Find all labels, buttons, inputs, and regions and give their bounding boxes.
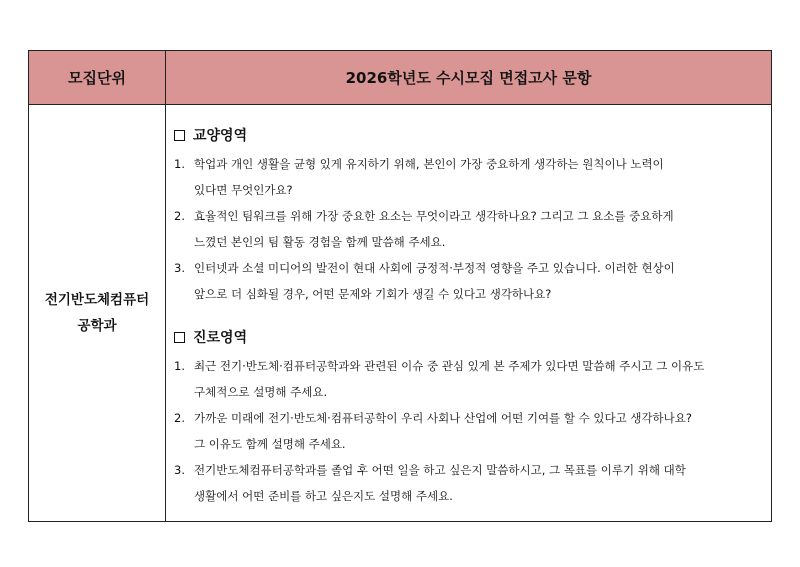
table-row [29, 105, 772, 522]
question-text: 학업과 개인 생활을 균형 있게 유지하기 위해, 본인이 가장 중요하게 생각하는 원칙이나 노력이 [194, 157, 664, 171]
question-item [174, 203, 763, 255]
question-number: 2. [174, 411, 185, 425]
unit-column-header: 모집단위 [29, 51, 166, 105]
question-item [174, 457, 763, 509]
unit-name-line: 전기반도체컴퓨터 [44, 292, 150, 308]
question-text: 앞으로 더 심화될 경우, 어떤 문제와 기회가 생길 수 있다고 생각하나요? [194, 287, 552, 301]
questions-column-header: 2026학년도 수시모집 면접고사 문항 [166, 51, 772, 105]
question-text: 구체적으로 설명해 주세요. [194, 385, 328, 399]
question-text: 전기반도체컴퓨터공학과를 졸업 후 어떤 일을 하고 싶은지 말씀하시고, 그 목표를 이루기 위해 대학 [194, 463, 686, 477]
unit-name-line: 공학과 [77, 318, 117, 334]
question-list [174, 151, 763, 307]
section-career [174, 325, 763, 509]
question-number: 3. [174, 463, 185, 477]
table-header-row [29, 51, 772, 105]
question-item [174, 255, 763, 307]
question-number: 1. [174, 157, 185, 171]
section-heading-label: 교양영역 [193, 128, 248, 144]
question-item [174, 353, 763, 405]
question-text: 가까운 미래에 전기·반도체·컴퓨터공학이 우리 사회나 산업에 어떤 기여를 할 수 있다고 생각하나요? [194, 411, 692, 425]
section-heading [174, 325, 763, 349]
question-text: 최근 전기·반도체·컴퓨터공학과와 관련된 이슈 중 관심 있게 본 주제가 있다면 말씀해 주시고 그 이유도 [194, 359, 705, 373]
section-general [174, 123, 763, 307]
unit-name-cell [29, 105, 166, 522]
question-number: 1. [174, 359, 185, 373]
question-text: 있다면 무엇인가요? [194, 183, 293, 197]
question-list [174, 353, 763, 509]
question-text: 효율적인 팀워크를 위해 가장 중요한 요소는 무엇이라고 생각하나요? 그리고 그 요소를 중요하게 [194, 209, 674, 223]
question-text: 생활에서 어떤 준비를 하고 싶은지도 설명해 주세요. [194, 489, 453, 503]
question-text: 느꼈던 본인의 팀 활동 경험을 함께 말씀해 주세요. [194, 235, 446, 249]
question-text: 그 이유도 함께 설명해 주세요. [194, 437, 346, 451]
question-item [174, 405, 763, 457]
section-heading [174, 123, 763, 147]
question-text: 인터넷과 소셜 미디어의 발전이 현대 사회에 긍정적·부정적 영향을 주고 있습니다. 이러한 현상이 [194, 261, 675, 275]
interview-question-table [28, 50, 772, 522]
question-number: 2. [174, 209, 185, 223]
questions-cell [166, 105, 772, 522]
question-number: 3. [174, 261, 185, 275]
section-heading-label: 진로영역 [193, 330, 248, 346]
question-item [174, 151, 763, 203]
checkbox-square-icon [174, 332, 185, 343]
checkbox-square-icon [174, 130, 185, 141]
